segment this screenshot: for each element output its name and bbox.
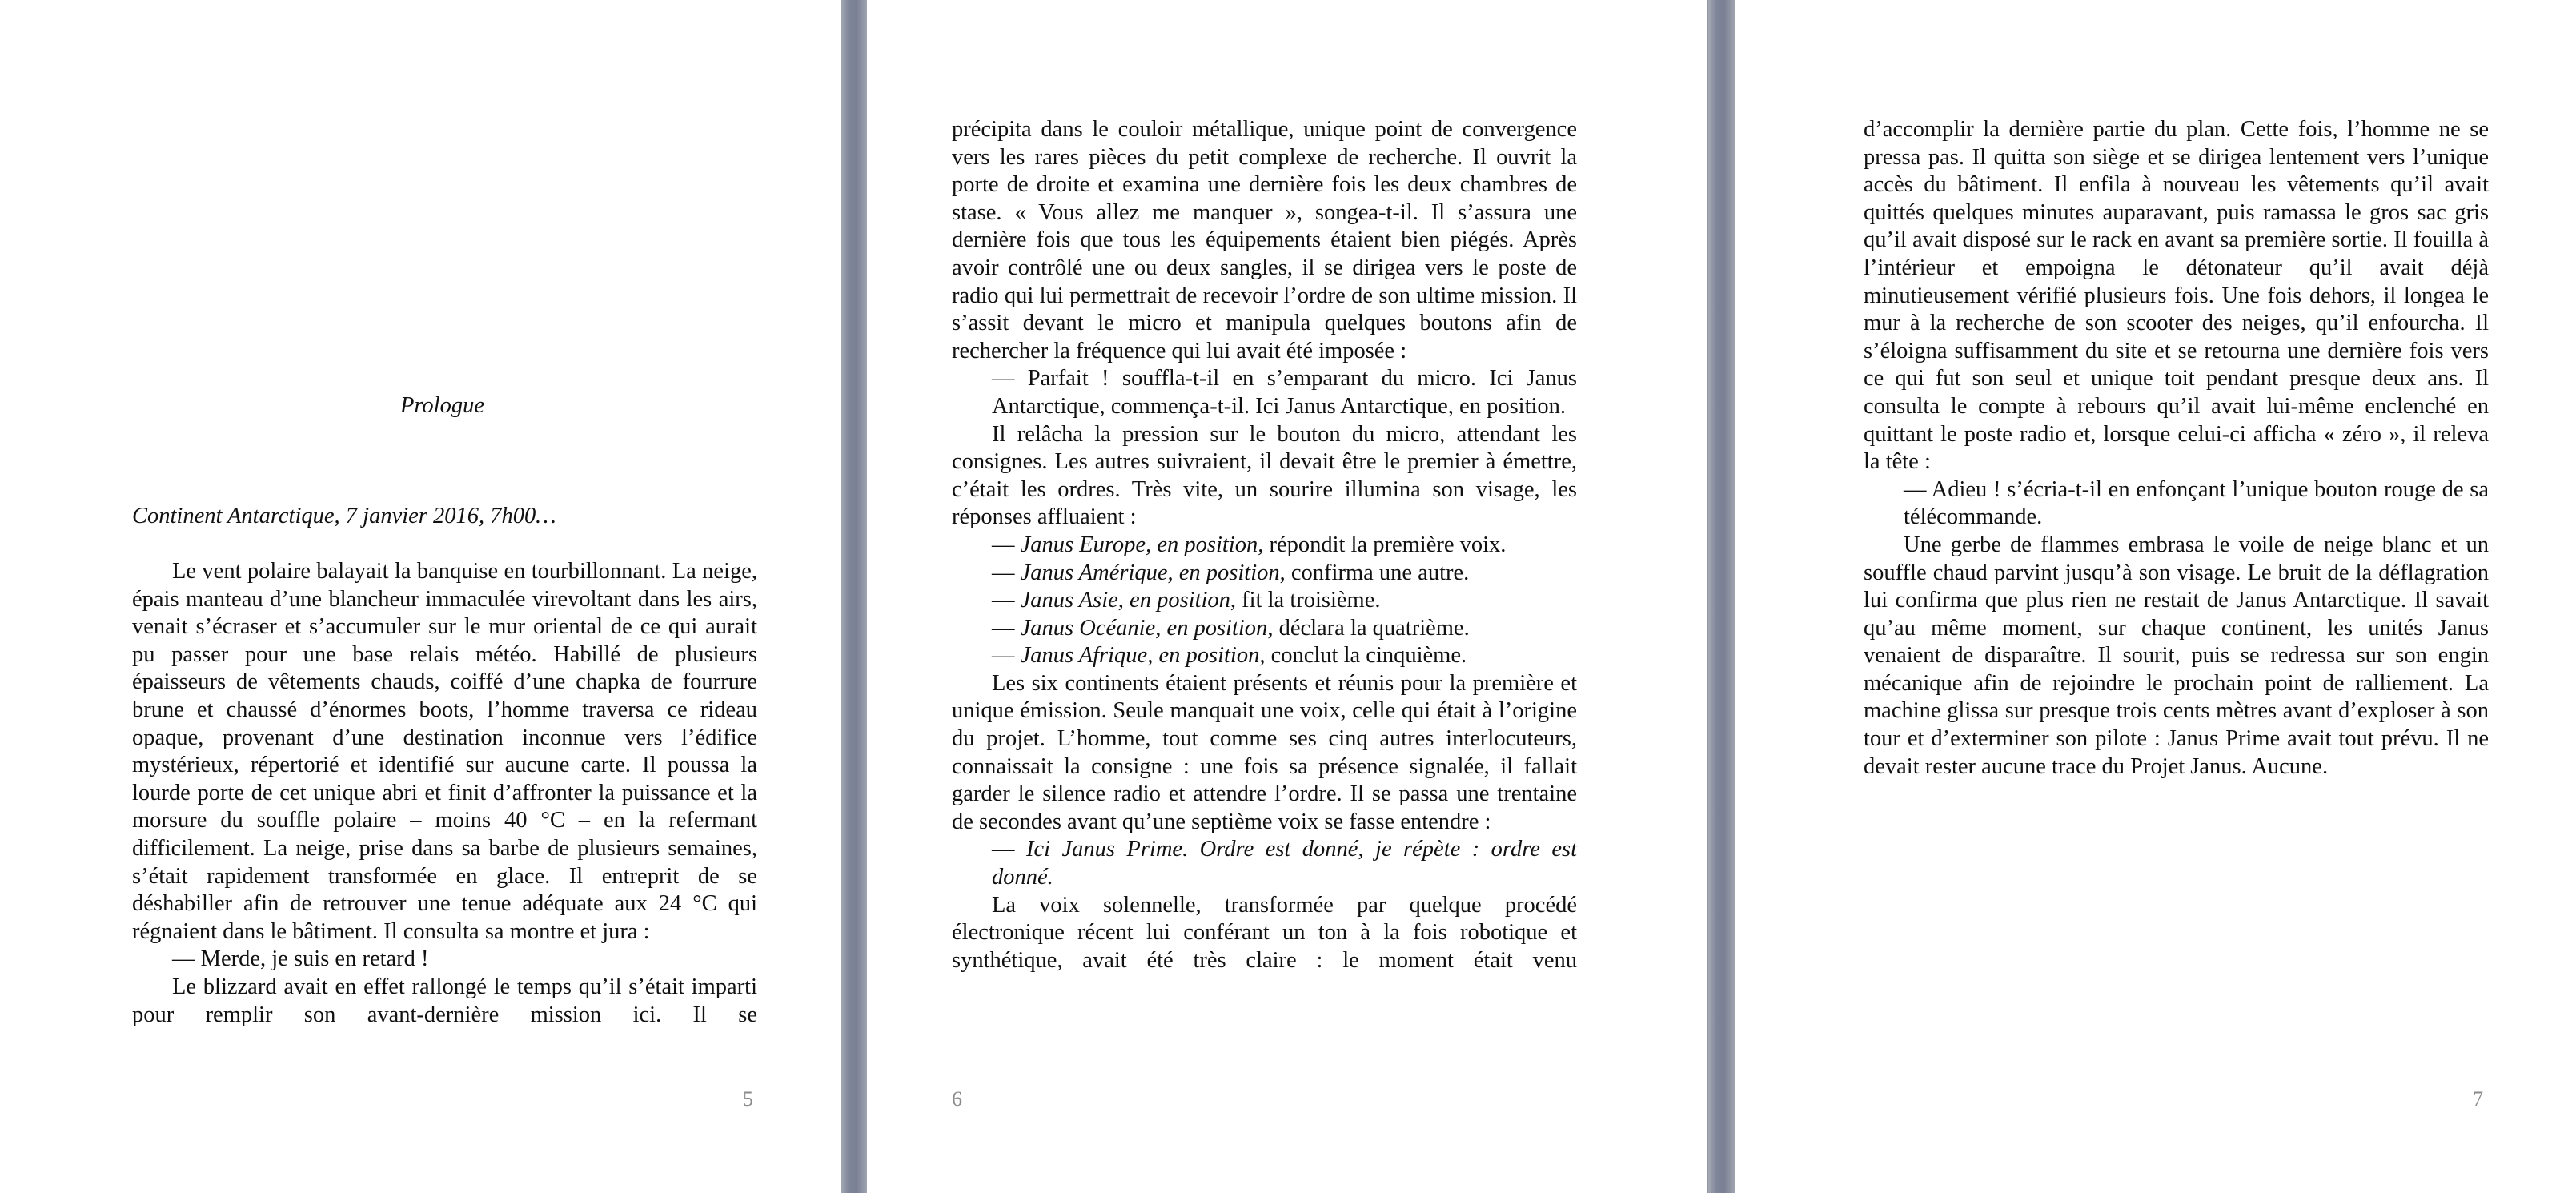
dash: — [992,588,1021,613]
page-7-body [1864,116,2489,781]
dialogue-line [952,615,1577,643]
dialogue-line [952,642,1577,670]
paragraph: d’accomplir la dernière partie du plan. Cette fois, l’homme ne se pressa pas. Il quitta son siège et se dirigea lentement vers l’unique accès du bâtiment. Il enfila à nouveau les vêtements qu’il avait quittés quelques minutes auparavant, puis ramassa le gros sac gris qu’il avait disposé sur le rack en avant sa première sortie. Il fouilla à l’intérieur et empoigna le détonateur qu’il avait déjà minutieusement vérifié plusieurs fois. Une fois dehors, il longea le mur à la recherche de son scooter des neiges, qu’il enfourcha. Il s’éloigna suffisamment du site et se retourna une dernière fois vers ce qui fut son seul et unique toit pendant presque deux ans. Il consulta le compte à rebours qu’il avait lui-même enclenché en quittant le poste radio et, lorsque celui-ci afficha « zéro », il releva la tête : [1864,117,2489,475]
italic-speech: Janus Océanie, en position [1020,615,1268,641]
dialogue-line: — Adieu ! s’écria-t-il en enfonçant l’unique bouton rouge de sa télécommande. [1904,476,2489,530]
paragraph: Le vent polaire balayait la banquise en tourbillonnant. La neige, épais manteau d’une blancheur immaculée virevoltant dans les airs, venait s’écraser et s’accumuler sur le mur oriental de ce qui aurait pu passer pour une base relais météo. Habillé de plusieurs épaisseurs de vêtements chauds, coiffé d’une chapka de fourrure brune et chaussé d’énormes boots, l’homme traversa ce rideau opaque, provenant d’une destination inconnue vers l’édifice mystérieux, répertorié et identifié sur aucune carte. Il poussa la lourde porte de cet unique abri et finit d’affronter la puissance et la morsure du souffle polaire – moins 40 °C – en la refermant difficilement. La neige, prise dans sa barbe de plusieurs semaines, s’était rapidement transformée en glace. Il entreprit de se déshabiller afin de retrouver une tenue adéquate aux 24 °C qui régnaient dans le bâtiment. Il consulta sa montre et jura : [132,559,757,944]
dialogue-line: — Parfait ! souffla-t-il en s’emparant du micro. Ici Janus Antarctique, commença-t-il. Ici Janus Antarctique, en position. [992,366,1577,419]
speech-tag: , fit la troisième. [1230,588,1381,613]
dash: — [992,837,1026,862]
page-gutter [841,0,867,1193]
paragraph: La voix solennelle, transformée par quelque procédé électronique récent lui conférant un ton à la fois robotique et synthétique, avait été très claire : le moment était venu [952,892,1577,973]
dialogue-line [952,532,1577,560]
paragraph: Il relâcha la pression sur le bouton du micro, attendant les consignes. Les autres suivraient, il devait être le premier à émettre, c’était les ordres. Très vite, un sourire illumina son visage, les réponses affluaient : [952,421,1577,530]
speech-tag: conclut la cinquième. [1265,643,1467,669]
dash: — [992,532,1021,557]
page-5 [0,0,841,1193]
place-date-heading: Continent Antarctique, 7 janvier 2016, 7h00… [132,504,556,528]
italic-speech: Ici Janus Prime. Ordre est donné, je répète : ordre est donné. [992,837,1578,890]
page-number: 6 [952,1087,962,1111]
paragraph: Les six continents étaient présents et réunis pour la première et unique émission. Seule manquait une voix, celle qui était à l’origine du projet. L’homme, tout comme ses cinq autres interlocuteurs, connaissait la consigne : une fois sa présence signalée, il fallait garder le silence radio et attendre l’ordre. Il se passa une trentaine de secondes avant qu’une septième voix se fasse entendre : [952,670,1577,834]
page-number: 5 [743,1087,753,1111]
dialogue-line: — Merde, je suis en retard ! [172,946,429,972]
dialogue-line [952,587,1577,615]
italic-speech: Janus Afrique, en position, [1020,643,1266,669]
speech-tag: , déclara la quatrième. [1267,615,1470,641]
paragraph: précipita dans le couloir métallique, unique point de convergence vers les rares pièces du petit complexe de recherche. Il ouvrit la porte de droite et examina une dernière fois les deux chambres de stase. « Vous allez me manquer », songea-t-il. Il s’assura une dernière fois que tous les équipements étaient bien piégés. Après avoir contrôlé une ou deux sangles, il se dirigea vers le poste de radio qui lui permettrait de recevoir l’ordre de son ultime mission. Il s’assit devant le micro et manipula quelques boutons afin de rechercher la fréquence qui lui avait été imposée : [952,117,1577,364]
dash: — [992,643,1021,669]
dash: — [992,560,1021,585]
italic-speech: Janus Europe, en position, [1020,532,1264,557]
dialogue-line [952,836,1577,891]
italic-speech: Janus Asie, en position [1020,588,1230,613]
speech-tag: , confirma une autre. [1279,560,1470,585]
page-number: 7 [2473,1087,2483,1111]
paragraph: Une gerbe de flammes embrasa le voile de neige blanc et un souffle chaud parvint jusqu’à son visage. Le bruit de la déflagration lui confirma que plus rien ne restait de Janus Antarctique. Il savait qu’au même moment, sur chaque continent, les unités Janus venaient de disparaître. Il sourit, puis se redressa sur son engin mécanique afin de rejoindre le prochain point de ralliement. La machine glissa sur presque trois cents mètres avant d’exploser à son tour et d’exterminer son pilote : Janus Prime avait tout prévu. Il ne devait rester aucune trace du Projet Janus. Aucune. [1864,532,2489,779]
page-6-body [952,116,1577,974]
chapter-title: Prologue [399,393,484,418]
page-7 [1735,0,2576,1193]
dash: — [992,615,1021,641]
page-6 [867,0,1707,1193]
page-gutter [1708,0,1735,1193]
dialogue-line [952,560,1577,588]
page-5-body [132,558,757,1029]
speech-tag: répondit la première voix. [1263,532,1507,557]
italic-speech: Janus Amérique, en position [1020,560,1280,585]
paragraph: Le blizzard avait en effet rallongé le temps qu’il s’était imparti pour remplir son avant-dernière mission ici. Il se [132,974,757,1027]
